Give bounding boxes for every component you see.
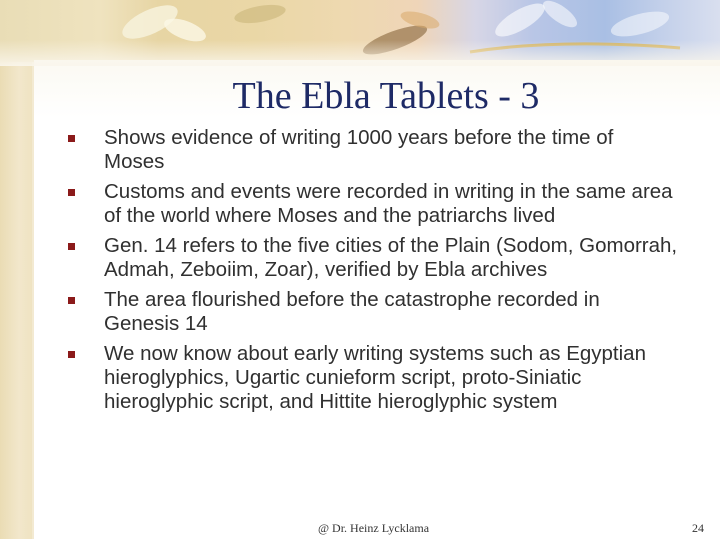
bullet-item <box>68 234 678 282</box>
bullet-item <box>68 342 678 414</box>
slide-footer <box>0 519 720 539</box>
bullet-list <box>68 126 678 420</box>
bullet-text: The area flourished before the catastrophe recorded in Genesis 14 <box>104 288 600 335</box>
bullet-text: We now know about early writing systems such as Egyptian hieroglyphics, Ugartic cunieform script, proto-Siniatic hieroglyphic script, and Hittite hieroglyphic system <box>104 342 646 413</box>
bullet-item <box>68 126 678 174</box>
footer-credit: @ Dr. Heinz Lycklama <box>318 521 430 535</box>
square-bullet-icon <box>68 297 75 304</box>
square-bullet-icon <box>68 135 75 142</box>
square-bullet-icon <box>68 189 75 196</box>
square-bullet-icon <box>68 351 75 358</box>
bullet-text: Shows evidence of writing 1000 years before the time of Moses <box>104 126 614 173</box>
banner-fade <box>0 40 720 66</box>
bullet-item <box>68 288 678 336</box>
slide-title: The Ebla Tablets - 3 <box>232 75 540 117</box>
square-bullet-icon <box>68 243 75 250</box>
bullet-text: Customs and events were recorded in writing in the same area of the world where Moses and the patriarchs lived <box>104 180 673 227</box>
bullet-text: Gen. 14 refers to the five cities of the Plain (Sodom, Gomorrah, Admah, Zeboiim, Zoar), verified by Ebla archives <box>104 234 678 281</box>
bullet-item <box>68 180 678 228</box>
page-number: 24 <box>692 521 704 535</box>
